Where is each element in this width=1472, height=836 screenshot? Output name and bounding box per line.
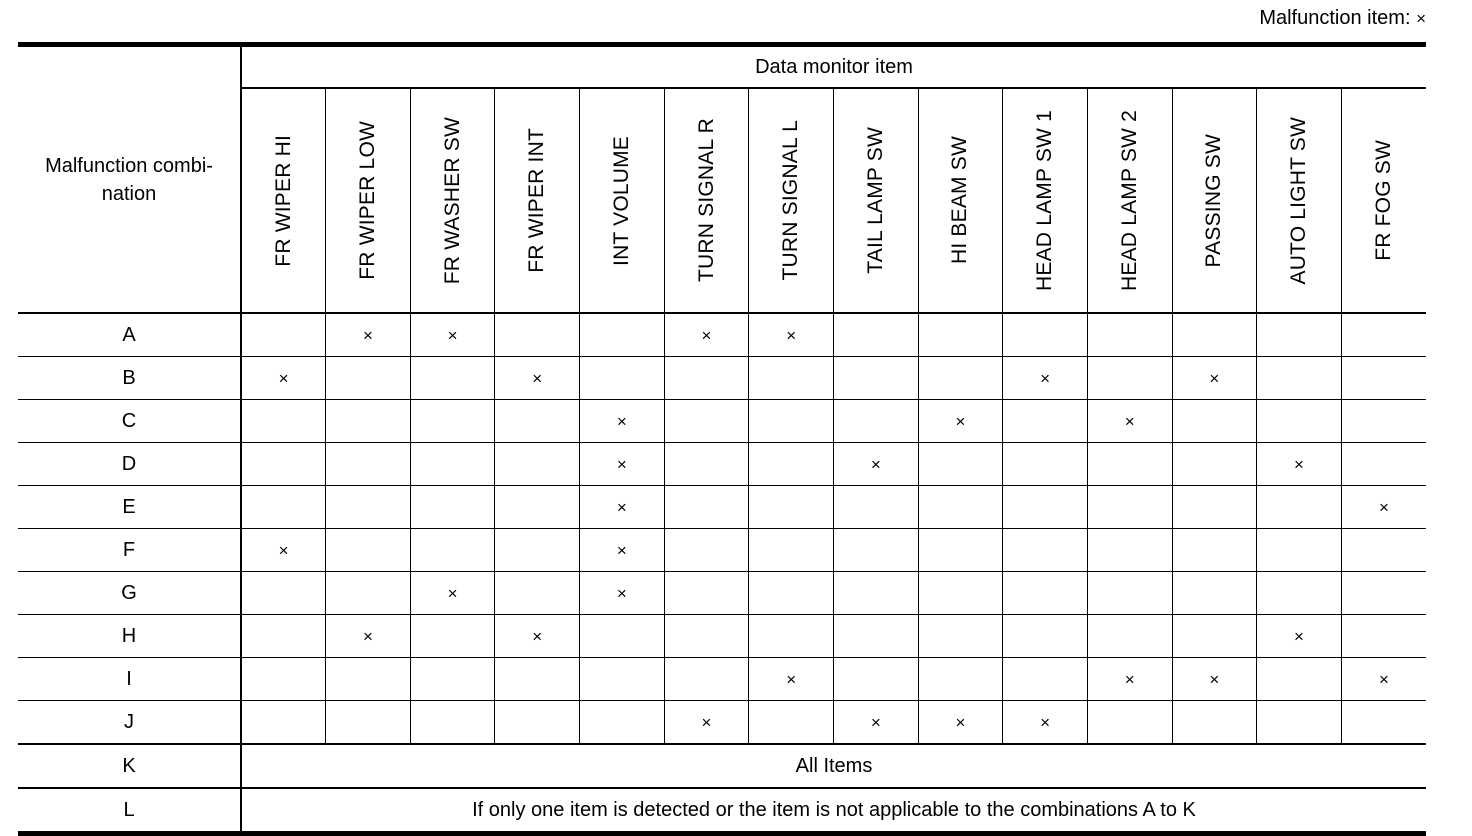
table-cell (833, 658, 918, 701)
malfunction-mark: × (1040, 368, 1051, 388)
table-row (18, 486, 1426, 529)
table-cell (833, 572, 918, 615)
table-cell (664, 313, 749, 357)
table-cell (1341, 400, 1426, 443)
table-cell (580, 658, 665, 701)
row-label: F (18, 529, 241, 572)
table-body (18, 313, 1426, 834)
table-cell (918, 400, 1003, 443)
column-header-label: HI BEAM SW (948, 136, 972, 265)
table-cell (326, 486, 411, 529)
table-cell (833, 615, 918, 658)
table-cell (1003, 400, 1088, 443)
table-cell (580, 486, 665, 529)
table-cell (326, 572, 411, 615)
row-label: E (18, 486, 241, 529)
table-cell (1341, 615, 1426, 658)
table-cell (495, 400, 580, 443)
table-cell (749, 486, 834, 529)
table-cell (749, 357, 834, 400)
table-cell (1087, 400, 1172, 443)
table-cell (749, 615, 834, 658)
table-cell (1087, 443, 1172, 486)
malfunction-mark: × (1124, 411, 1135, 431)
malfunction-mark: × (616, 497, 627, 517)
table-cell (241, 486, 326, 529)
table-cell (1172, 615, 1257, 658)
column-header (1257, 88, 1342, 313)
table-cell (1087, 572, 1172, 615)
malfunction-mark: × (701, 712, 712, 732)
table-cell (918, 529, 1003, 572)
table-cell (664, 615, 749, 658)
malfunction-mark: × (532, 626, 543, 646)
table-cell (1003, 486, 1088, 529)
table-row (18, 701, 1426, 745)
table-cell (664, 658, 749, 701)
table-cell (410, 486, 495, 529)
table-cell (1257, 658, 1342, 701)
combination-header-line: nation (101, 182, 157, 205)
table-cell (749, 658, 834, 701)
column-header-label: TAIL LAMP SW (863, 127, 887, 274)
table-cell (495, 443, 580, 486)
malfunction-mark: × (870, 454, 881, 474)
table-row (18, 357, 1426, 400)
table-row (18, 400, 1426, 443)
legend-label: Malfunction item: (1259, 7, 1411, 29)
malfunction-mark: × (1378, 497, 1389, 517)
table-cell (580, 357, 665, 400)
table-cell (410, 313, 495, 357)
table-cell (918, 357, 1003, 400)
table-cell (1003, 313, 1088, 357)
column-header-label: FR WIPER INT (525, 128, 549, 273)
table-cell (1257, 701, 1342, 745)
combination-header-line: Malfunction combi- (45, 154, 213, 177)
table-cell (326, 529, 411, 572)
row-label: B (18, 357, 241, 400)
table-cell (1172, 701, 1257, 745)
table-row (18, 615, 1426, 658)
table-cell (580, 443, 665, 486)
malfunction-mark: × (786, 325, 797, 345)
table-cell (1172, 529, 1257, 572)
table-cell (1172, 400, 1257, 443)
malfunction-mark: × (447, 325, 458, 345)
table-cell (410, 529, 495, 572)
malfunction-mark: × (616, 583, 627, 603)
malfunction-mark: × (1294, 626, 1304, 646)
table-cell (833, 313, 918, 357)
table-cell (1087, 658, 1172, 701)
table-cell (1257, 615, 1342, 658)
table-cell (326, 357, 411, 400)
table-cell (664, 529, 749, 572)
table-cell (1003, 529, 1088, 572)
column-header-label: HEAD LAMP SW 1 (1033, 110, 1057, 291)
table-cell (495, 529, 580, 572)
table-cell (1003, 658, 1088, 701)
combination-header (18, 45, 241, 314)
table-row (18, 658, 1426, 701)
table-cell (326, 443, 411, 486)
column-header (410, 88, 495, 313)
table-cell (241, 701, 326, 745)
table-cell (664, 400, 749, 443)
table-row (18, 744, 1426, 788)
column-header (1087, 88, 1172, 313)
table-cell (1003, 701, 1088, 745)
table-cell (241, 313, 326, 357)
column-header (495, 88, 580, 313)
table-cell (1257, 313, 1342, 357)
row-label: I (18, 658, 241, 701)
table-cell (749, 529, 834, 572)
table-cell (1341, 658, 1426, 701)
table-cell (664, 701, 749, 745)
table-cell (833, 443, 918, 486)
table-cell (241, 572, 326, 615)
table-cell (326, 701, 411, 745)
table-row (18, 313, 1426, 357)
malfunction-mark: × (278, 540, 289, 560)
table-cell (1341, 443, 1426, 486)
table-cell (495, 572, 580, 615)
column-header-label: FR WIPER HI (271, 134, 295, 267)
table-cell (495, 615, 580, 658)
table-cell (495, 313, 580, 357)
table-cell (1172, 572, 1257, 615)
table-cell (1172, 658, 1257, 701)
malfunction-mark: × (278, 368, 289, 388)
column-header-label: FR FOG SW (1371, 140, 1395, 261)
table-cell (918, 572, 1003, 615)
table-cell (1087, 313, 1172, 357)
table-cell (580, 400, 665, 443)
table-cell (241, 400, 326, 443)
table-cell (1003, 572, 1088, 615)
malfunction-mark: × (701, 325, 712, 345)
table-cell (241, 443, 326, 486)
table-cell (1172, 313, 1257, 357)
malfunction-mark: × (870, 712, 881, 732)
table-cell (918, 313, 1003, 357)
malfunction-mark: × (447, 583, 458, 603)
column-header-label: HEAD LAMP SW 2 (1117, 110, 1141, 291)
table-cell (664, 572, 749, 615)
malfunction-mark: × (1209, 669, 1220, 689)
row-label: C (18, 400, 241, 443)
row-label: A (18, 313, 241, 357)
table-cell (1087, 529, 1172, 572)
table-cell (410, 615, 495, 658)
column-header (580, 88, 665, 313)
table-cell (495, 658, 580, 701)
table-cell (1257, 400, 1342, 443)
malfunction-mark: × (362, 626, 373, 646)
table-cell (1341, 529, 1426, 572)
malfunction-mark: × (1209, 368, 1220, 388)
table-cell (410, 443, 495, 486)
row-label: L (18, 788, 241, 834)
column-header-label: FR WASHER SW (440, 116, 464, 285)
column-header-label: INT VOLUME (609, 135, 633, 266)
table-row (18, 529, 1426, 572)
row-label: H (18, 615, 241, 658)
legend-mark: × (1416, 9, 1426, 28)
table-cell (918, 658, 1003, 701)
table-cell (241, 615, 326, 658)
malfunction-mark: × (955, 411, 966, 431)
column-header (749, 88, 834, 313)
table-cell (918, 486, 1003, 529)
column-header (326, 88, 411, 313)
column-header (241, 88, 326, 313)
table-cell (833, 486, 918, 529)
table-cell (664, 357, 749, 400)
table-cell (749, 572, 834, 615)
malfunction-mark: × (1124, 669, 1135, 689)
column-header (664, 88, 749, 313)
span-cell: All Items (241, 744, 1426, 788)
table-cell (833, 529, 918, 572)
malfunction-mark: × (1040, 712, 1051, 732)
table-cell (1087, 486, 1172, 529)
table-cell (580, 572, 665, 615)
table-cell (833, 357, 918, 400)
table-cell (495, 357, 580, 400)
table-cell (918, 443, 1003, 486)
malfunction-table (18, 42, 1426, 836)
table-cell (1003, 357, 1088, 400)
table-cell (410, 701, 495, 745)
malfunction-mark: × (786, 669, 797, 689)
table-cell (241, 529, 326, 572)
column-header-label: TURN SIGNAL R (694, 118, 718, 283)
table-cell (749, 400, 834, 443)
table-cell (410, 357, 495, 400)
table-cell (1257, 357, 1342, 400)
table-cell (410, 658, 495, 701)
table-cell (1341, 486, 1426, 529)
malfunction-mark: × (1294, 454, 1304, 474)
table-cell (326, 615, 411, 658)
table-cell (580, 615, 665, 658)
table-cell (1003, 615, 1088, 658)
malfunction-mark: × (532, 368, 543, 388)
table-cell (580, 701, 665, 745)
table-cell (580, 529, 665, 572)
malfunction-mark: × (616, 411, 627, 431)
column-header (1003, 88, 1088, 313)
column-header-label: FR WIPER LOW (355, 121, 379, 280)
table-cell (1087, 357, 1172, 400)
span-cell: If only one item is detected or the item is not applicable to the combinations A to K (241, 788, 1426, 834)
table-cell (664, 443, 749, 486)
table-cell (1341, 357, 1426, 400)
table-cell (1257, 529, 1342, 572)
table-cell (1172, 443, 1257, 486)
table-cell (326, 400, 411, 443)
row-label: D (18, 443, 241, 486)
malfunction-mark: × (616, 454, 627, 474)
column-header-label: TURN SIGNAL L (779, 120, 803, 281)
table-cell (1257, 443, 1342, 486)
malfunction-mark: × (362, 325, 373, 345)
data-monitor-header: Data monitor item (241, 45, 1426, 89)
column-header-label: PASSING SW (1202, 133, 1226, 268)
table-cell (833, 400, 918, 443)
table-cell (1003, 443, 1088, 486)
table-row (18, 572, 1426, 615)
table-cell (749, 443, 834, 486)
table-row (18, 443, 1426, 486)
table-cell (241, 658, 326, 701)
table-cell (1087, 615, 1172, 658)
table-cell (1341, 701, 1426, 745)
column-header (833, 88, 918, 313)
table-cell (326, 658, 411, 701)
table-cell (326, 313, 411, 357)
column-header (1341, 88, 1426, 313)
table-cell (918, 701, 1003, 745)
table-cell (1172, 357, 1257, 400)
malfunction-mark: × (1378, 669, 1389, 689)
table-cell (495, 486, 580, 529)
table-cell (241, 357, 326, 400)
column-header (1172, 88, 1257, 313)
table-cell (410, 572, 495, 615)
row-label: J (18, 701, 241, 745)
table-cell (410, 400, 495, 443)
column-header-label: AUTO LIGHT SW (1287, 116, 1310, 285)
table-cell (1087, 701, 1172, 745)
table-cell (1257, 486, 1342, 529)
table-cell (495, 701, 580, 745)
row-label: K (18, 744, 241, 788)
table-cell (918, 615, 1003, 658)
table-cell (1172, 486, 1257, 529)
table-cell (580, 313, 665, 357)
table-cell (1257, 572, 1342, 615)
table-cell (664, 486, 749, 529)
malfunction-mark: × (955, 712, 966, 732)
legend (1259, 6, 1426, 31)
table-cell (1341, 313, 1426, 357)
table-cell (749, 313, 834, 357)
table-cell (833, 701, 918, 745)
table-cell (1341, 572, 1426, 615)
table-cell (749, 701, 834, 745)
row-label: G (18, 572, 241, 615)
table-row (18, 788, 1426, 834)
malfunction-mark: × (616, 540, 627, 560)
column-header (918, 88, 1003, 313)
